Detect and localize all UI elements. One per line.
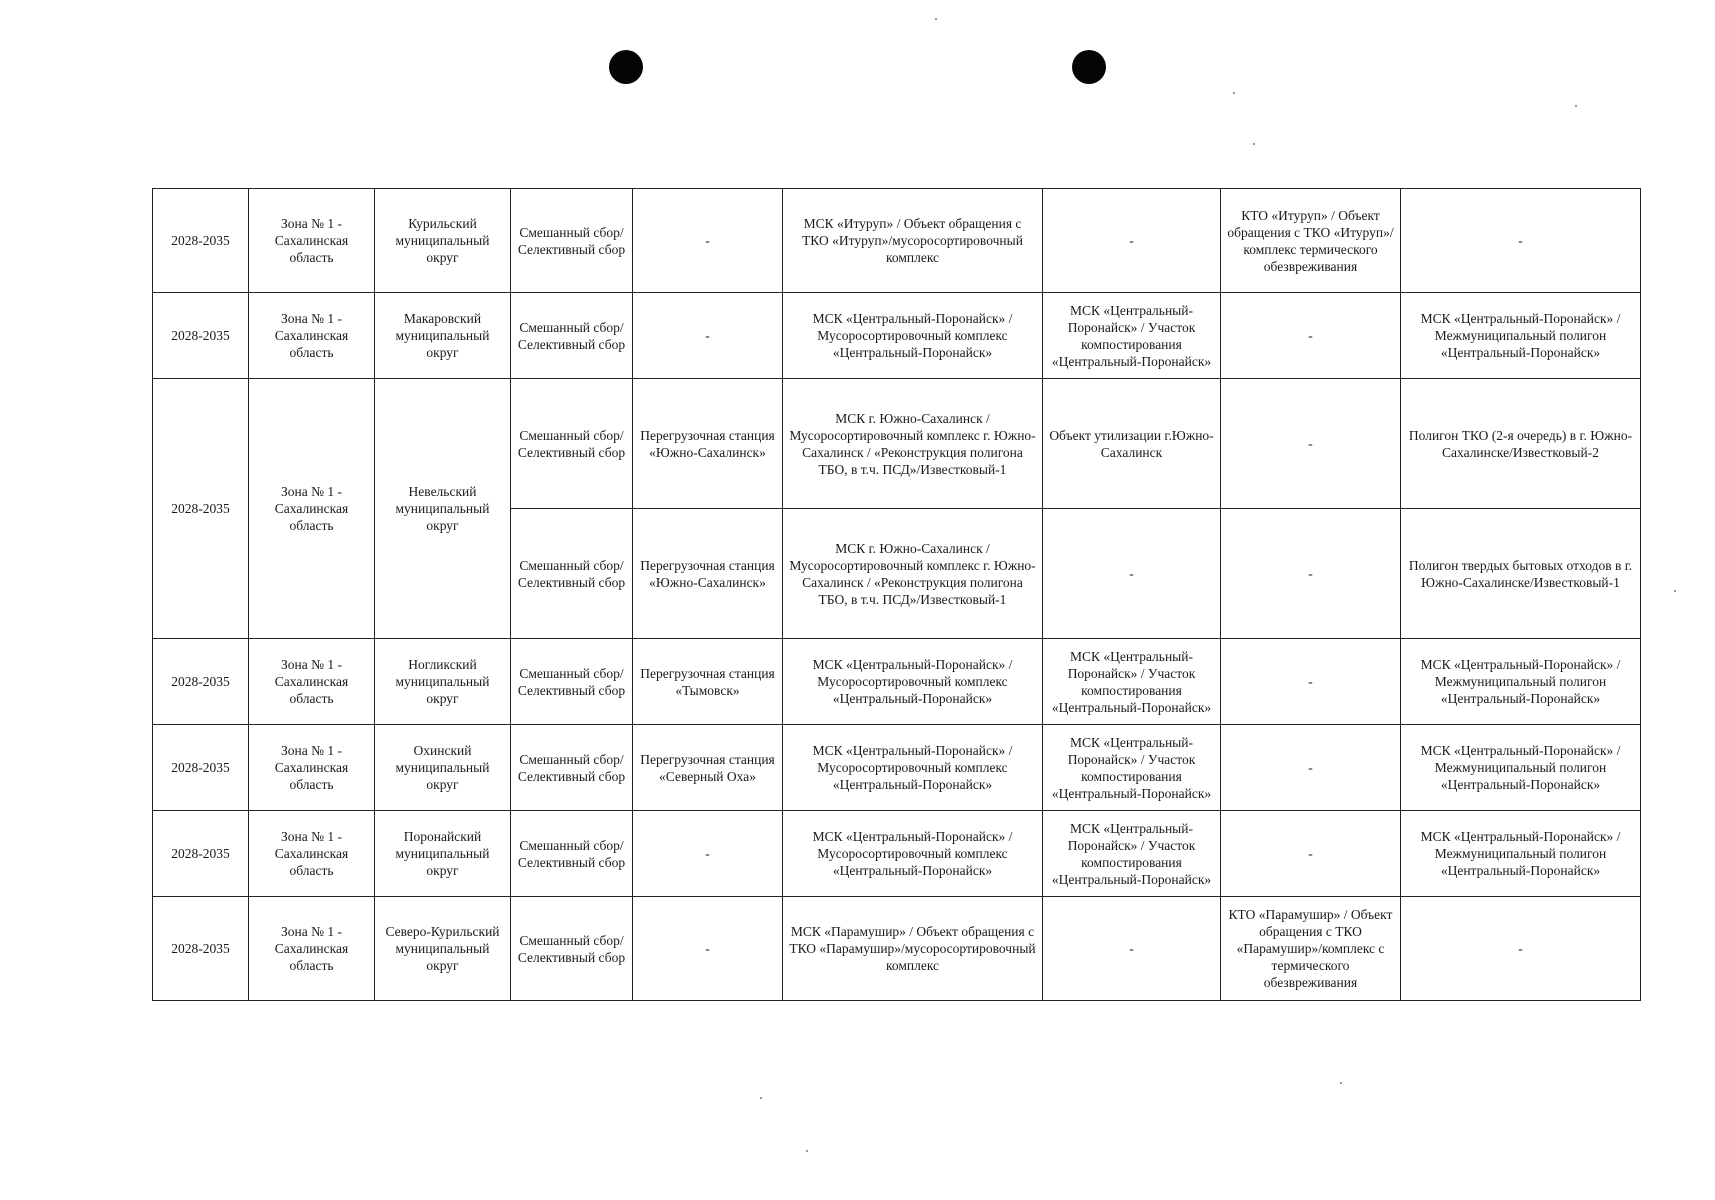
period-cell: 2028-2035 — [153, 811, 249, 897]
transfer-cell: - — [633, 293, 783, 379]
collection-cell: Смешанный сбор/ Селективный сбор — [511, 811, 633, 897]
district-cell: Невельский муниципальный округ — [375, 379, 511, 639]
district-cell: Курильский муниципальный округ — [375, 189, 511, 293]
transfer-cell: Перегрузочная станция «Северный Оха» — [633, 725, 783, 811]
table-row — [153, 639, 1641, 725]
transfer-cell: Перегрузочная станция «Южно-Сахалинск» — [633, 379, 783, 509]
sorting-cell: МСК «Парамушир» / Объект обращения с ТКО «Парамушир»/мусоросортировочный комплекс — [783, 897, 1043, 1001]
transfer-cell: - — [633, 189, 783, 293]
district-cell: Северо-Курильский муниципальный округ — [375, 897, 511, 1001]
table-row — [153, 811, 1641, 897]
processing-cell: - — [1221, 293, 1401, 379]
collection-cell: Смешанный сбор/ Селективный сбор — [511, 189, 633, 293]
landfill-cell: МСК «Центральный-Поронайск» / Межмуниципальный полигон «Центральный-Поронайск» — [1401, 725, 1641, 811]
waste-flow-table — [152, 188, 1641, 1001]
processing-cell: - — [1221, 509, 1401, 639]
scan-speck — [1340, 1082, 1342, 1084]
zone-cell: Зона № 1 - Сахалинская область — [249, 293, 375, 379]
scan-speck — [760, 1097, 762, 1099]
zone-cell: Зона № 1 - Сахалинская область — [249, 379, 375, 639]
collection-cell: Смешанный сбор/ Селективный сбор — [511, 509, 633, 639]
landfill-cell: - — [1401, 897, 1641, 1001]
district-cell: Охинский муниципальный округ — [375, 725, 511, 811]
collection-cell: Смешанный сбор/ Селективный сбор — [511, 725, 633, 811]
processing-cell: - — [1221, 379, 1401, 509]
zone-cell: Зона № 1 - Сахалинская область — [249, 897, 375, 1001]
sorting-cell: МСК «Центральный-Поронайск» / Мусоросортировочный комплекс «Центральный-Поронайск» — [783, 639, 1043, 725]
period-cell: 2028-2035 — [153, 189, 249, 293]
table-row — [153, 189, 1641, 293]
table-row — [153, 293, 1641, 379]
landfill-cell: МСК «Центральный-Поронайск» / Межмуниципальный полигон «Центральный-Поронайск» — [1401, 293, 1641, 379]
transfer-cell: Перегрузочная станция «Южно-Сахалинск» — [633, 509, 783, 639]
district-cell: Макаровский муниципальный округ — [375, 293, 511, 379]
sorting-cell: МСК г. Южно-Сахалинск / Мусоросортировочный комплекс г. Южно-Сахалинск / «Реконструкция полигона ТБО, в т.ч. ПСД»/Известковый-1 — [783, 379, 1043, 509]
zone-cell: Зона № 1 - Сахалинская область — [249, 725, 375, 811]
sorting-cell: МСК «Итуруп» / Объект обращения с ТКО «Итуруп»/мусоросортировочный комплекс — [783, 189, 1043, 293]
processing-cell: КТО «Парамушир» / Объект обращения с ТКО «Парамушир»/комплекс с термического обезвреживания — [1221, 897, 1401, 1001]
zone-cell: Зона № 1 - Сахалинская область — [249, 811, 375, 897]
table-row — [153, 379, 1641, 509]
composting-cell: - — [1043, 897, 1221, 1001]
collection-cell: Смешанный сбор/ Селективный сбор — [511, 639, 633, 725]
scan-speck — [1575, 105, 1577, 107]
landfill-cell: Полигон ТКО (2-я очередь) в г. Южно-Сахалинске/Известковый-2 — [1401, 379, 1641, 509]
table-row — [153, 725, 1641, 811]
composting-cell: МСК «Центральный-Поронайск» / Участок компостирования «Центральный-Поронайск» — [1043, 811, 1221, 897]
sorting-cell: МСК «Центральный-Поронайск» / Мусоросортировочный комплекс «Центральный-Поронайск» — [783, 811, 1043, 897]
composting-cell: - — [1043, 509, 1221, 639]
district-cell: Поронайский муниципальный округ — [375, 811, 511, 897]
processing-cell: - — [1221, 811, 1401, 897]
sorting-cell: МСК г. Южно-Сахалинск / Мусоросортировочный комплекс г. Южно-Сахалинск / «Реконструкция полигона ТБО, в т.ч. ПСД»/Известковый-1 — [783, 509, 1043, 639]
scan-speck — [1674, 590, 1676, 592]
collection-cell: Смешанный сбор/ Селективный сбор — [511, 293, 633, 379]
collection-cell: Смешанный сбор/ Селективный сбор — [511, 897, 633, 1001]
sorting-cell: МСК «Центральный-Поронайск» / Мусоросортировочный комплекс «Центральный-Поронайск» — [783, 725, 1043, 811]
period-cell: 2028-2035 — [153, 639, 249, 725]
punch-hole-right — [1072, 50, 1106, 84]
zone-cell: Зона № 1 - Сахалинская область — [249, 189, 375, 293]
composting-cell: МСК «Центральный-Поронайск» / Участок компостирования «Центральный-Поронайск» — [1043, 293, 1221, 379]
landfill-cell: - — [1401, 189, 1641, 293]
zone-cell: Зона № 1 - Сахалинская область — [249, 639, 375, 725]
district-cell: Ногликский муниципальный округ — [375, 639, 511, 725]
transfer-cell: - — [633, 811, 783, 897]
landfill-cell: Полигон твердых бытовых отходов в г. Южно-Сахалинске/Известковый-1 — [1401, 509, 1641, 639]
transfer-cell: Перегрузочная станция «Тымовск» — [633, 639, 783, 725]
period-cell: 2028-2035 — [153, 725, 249, 811]
landfill-cell: МСК «Центральный-Поронайск» / Межмуниципальный полигон «Центральный-Поронайск» — [1401, 639, 1641, 725]
scan-speck — [1233, 92, 1235, 94]
collection-cell: Смешанный сбор/ Селективный сбор — [511, 379, 633, 509]
processing-cell: - — [1221, 725, 1401, 811]
table-row — [153, 897, 1641, 1001]
composting-cell: - — [1043, 189, 1221, 293]
scan-speck — [1253, 143, 1255, 145]
processing-cell: КТО «Итуруп» / Объект обращения с ТКО «Итуруп»/комплекс термического обезвреживания — [1221, 189, 1401, 293]
composting-cell: МСК «Центральный-Поронайск» / Участок компостирования «Центральный-Поронайск» — [1043, 639, 1221, 725]
punch-hole-left — [609, 50, 643, 84]
scan-speck — [806, 1150, 808, 1152]
composting-cell: Объект утилизации г.Южно-Сахалинск — [1043, 379, 1221, 509]
landfill-cell: МСК «Центральный-Поронайск» / Межмуниципальный полигон «Центральный-Поронайск» — [1401, 811, 1641, 897]
period-cell: 2028-2035 — [153, 293, 249, 379]
processing-cell: - — [1221, 639, 1401, 725]
period-cell: 2028-2035 — [153, 379, 249, 639]
composting-cell: МСК «Центральный-Поронайск» / Участок компостирования «Центральный-Поронайск» — [1043, 725, 1221, 811]
scan-speck — [935, 18, 937, 20]
sorting-cell: МСК «Центральный-Поронайск» / Мусоросортировочный комплекс «Центральный-Поронайск» — [783, 293, 1043, 379]
transfer-cell: - — [633, 897, 783, 1001]
period-cell: 2028-2035 — [153, 897, 249, 1001]
